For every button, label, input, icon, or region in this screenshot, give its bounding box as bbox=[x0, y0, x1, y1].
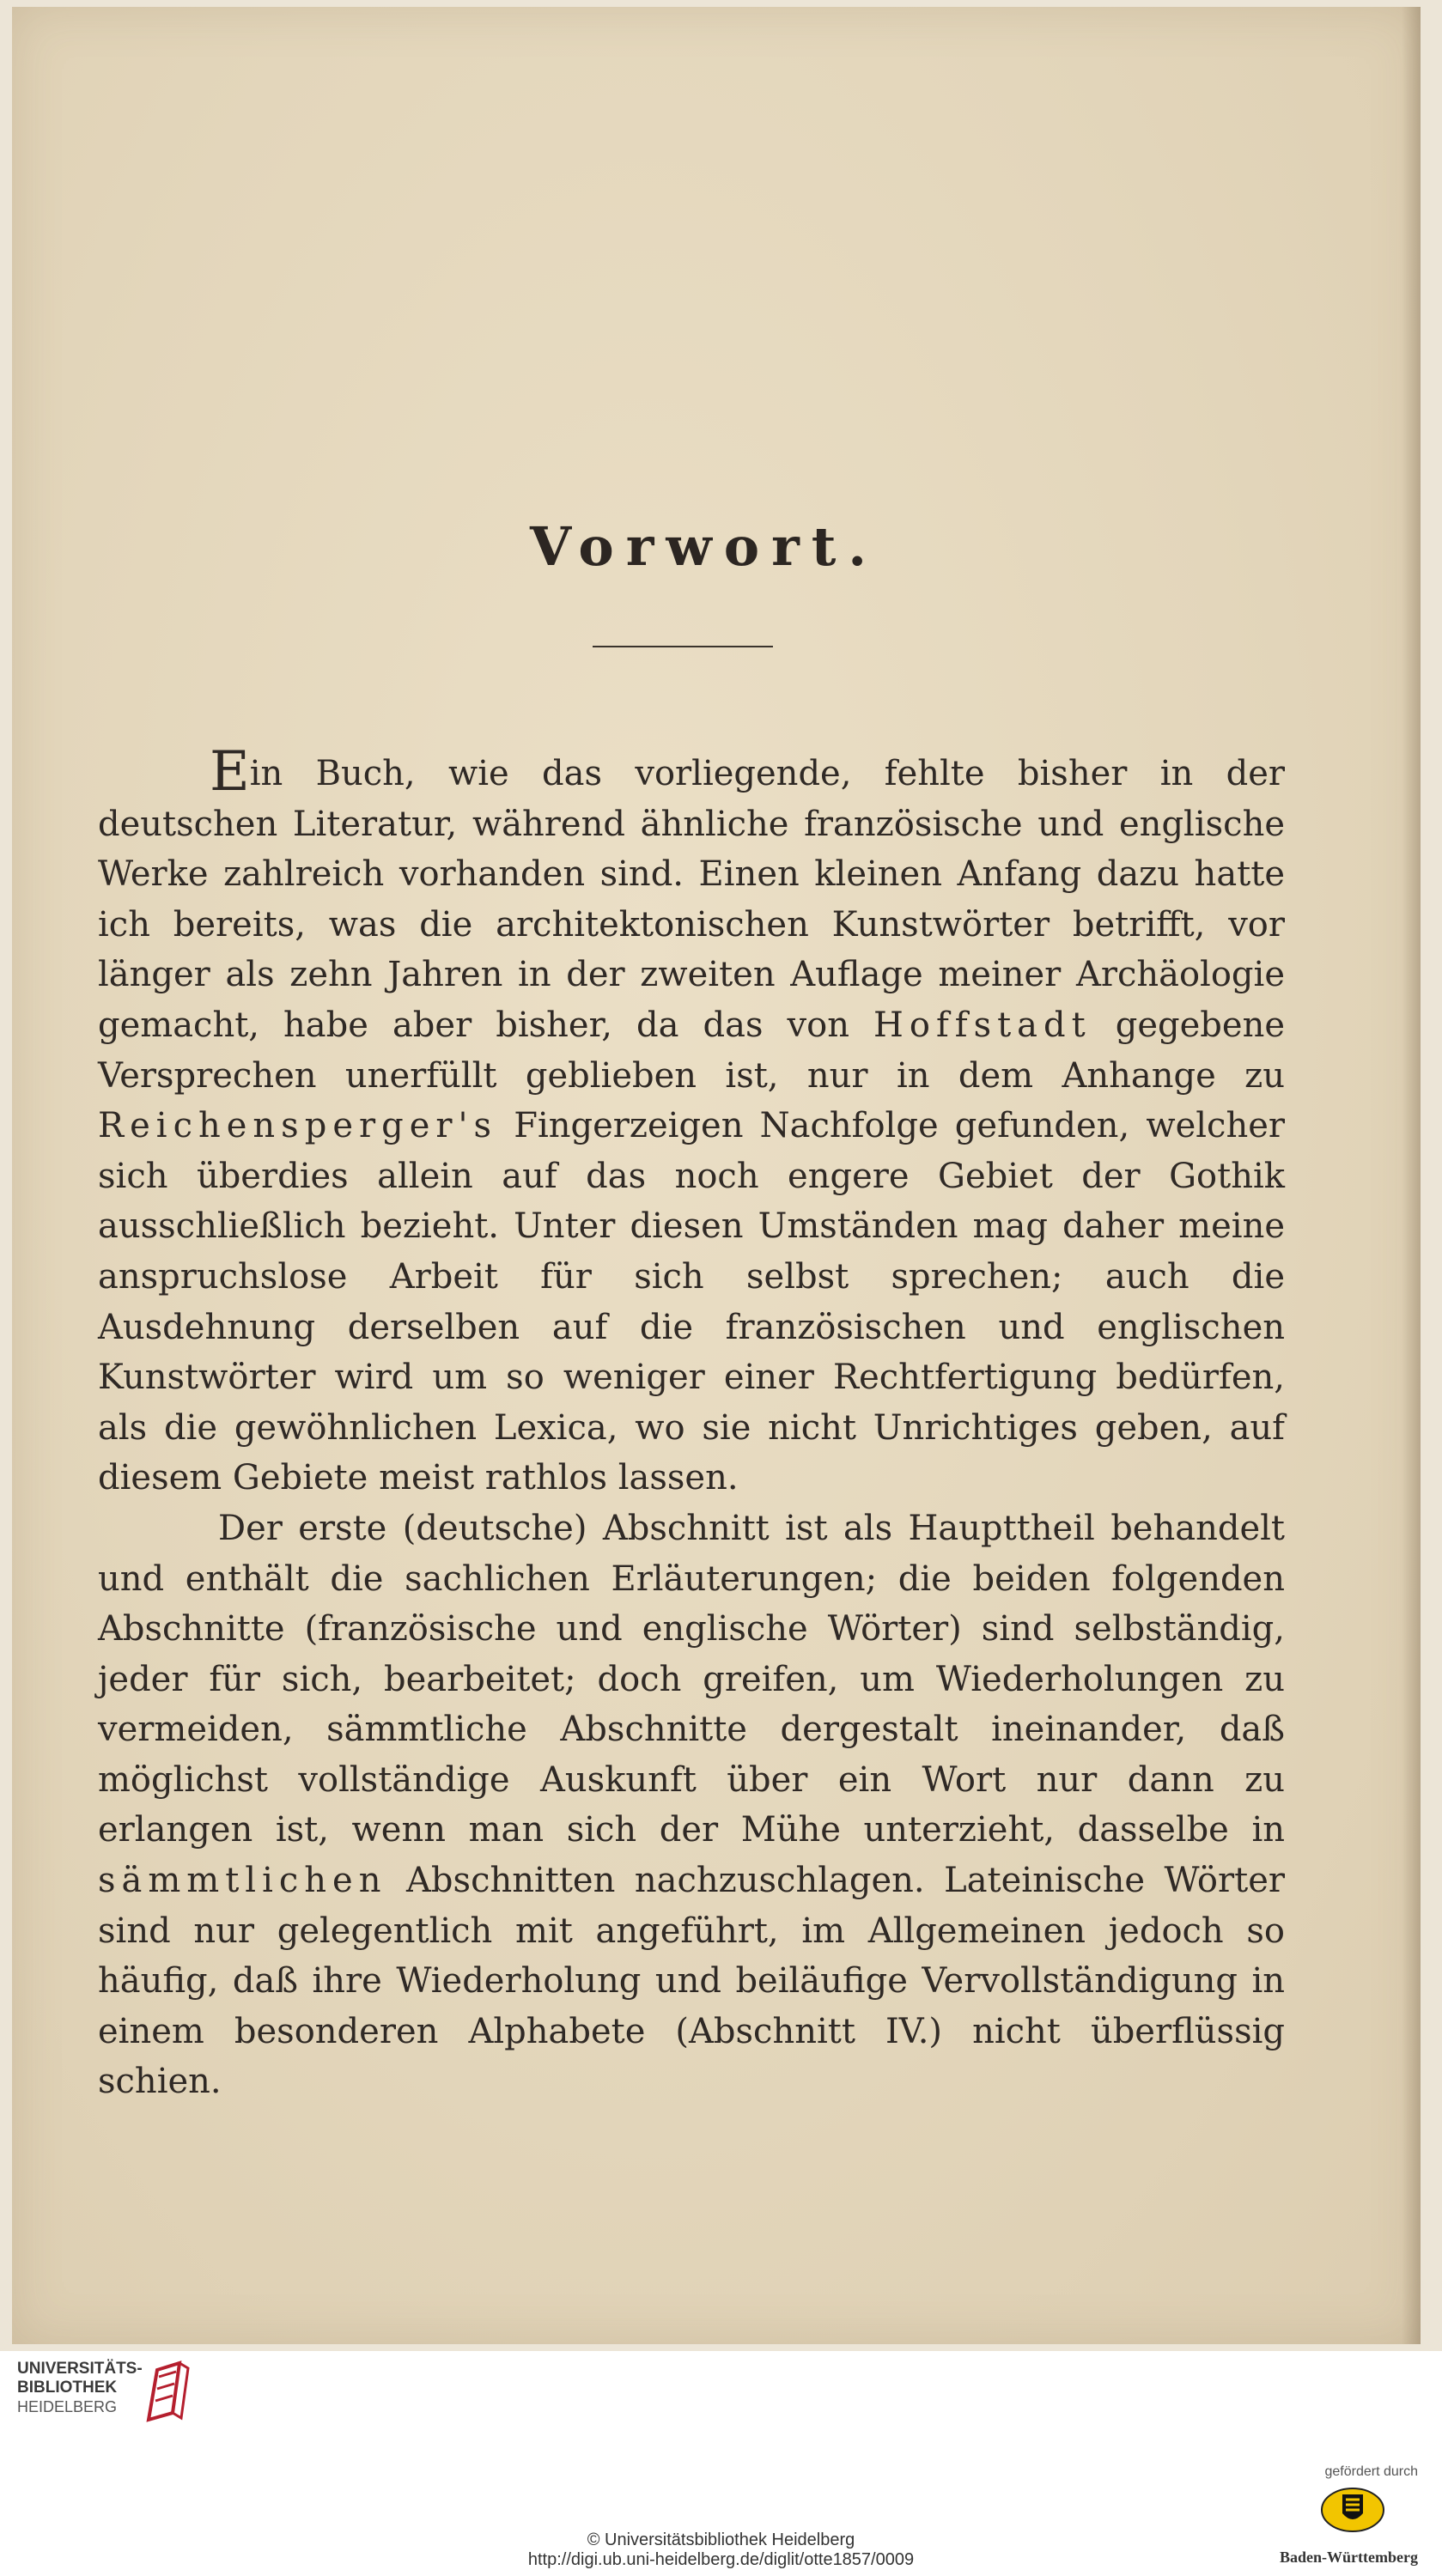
paragraph-2 bbox=[98, 1504, 1285, 2107]
sponsor-name: Baden-Württemberg bbox=[1280, 2549, 1418, 2566]
paragraph-1-text: in Buch, wie das vorliegende, fehlte bisher in der deutschen Literatur, während ähnliche französische und englische Werke zahlreich vorhanden sind. Einen kleinen Anfang dazu hatte ich bereits, was die architektonischen Kunstwörter betrifft, vor länger als zehn Jahren in der zweiten Auflage meiner Archäologie gemacht, habe aber bisher, da das von bbox=[98, 754, 1285, 1045]
library-line-2: BIBLIOTHEK bbox=[17, 2379, 118, 2397]
preface-text bbox=[98, 740, 1286, 2107]
initial-letter: E bbox=[210, 740, 250, 804]
author-name-hoffstadt: Hoffstadt bbox=[873, 1005, 1092, 1045]
copyright-text: © Universitätsbibliothek Heidelberg bbox=[587, 2530, 855, 2549]
author-name-reichensperger: Reichensperger's bbox=[98, 1106, 498, 1146]
baden-wuerttemberg-emblem-icon bbox=[1319, 2486, 1386, 2534]
page-title: Vorwort. bbox=[529, 515, 879, 578]
library-line-3: HEIDELBERG bbox=[17, 2398, 118, 2415]
paragraph-1-text-c: Fingerzeigen Nachfolge gefunden, welcher sich überdies allein auf das noch engere Gebiet der Gothik ausschließlich bezieht. Unter diesen Umständen mag daher meine anspruchslose Arbeit für sich selbst sprechen; auch die Ausdehnung derselben auf die französischen und englischen Kunstwörter wird um so weniger einer Rechtfertigung bedürfen, als die gewöhnlichen Lexica, wo sie nicht Unrichtiges geben, auf diesem Gebiete meist rathlos lassen. bbox=[98, 1106, 1285, 1498]
paragraph-2-text: Der erste (deutsche) Abschnitt ist als Haupttheil behandelt und enthält die sachlichen Erläuterungen; die beiden folgenden Abschnitte (französische und englische Wörter) sind selbständig, jeder für sich, bearbeitet; doch greifen, um Wiederholungen zu vermeiden, sämmtliche Abschnitte dergestalt ineinander, daß möglichst vollständige Auskunft über ein Wort nur dann zu erlangen ist, wenn man sich der Mühe unterzieht, dasselbe in bbox=[98, 1508, 1285, 1850]
paragraph-1 bbox=[98, 740, 1285, 1504]
sponsor-label: gefördert durch bbox=[1324, 2464, 1418, 2479]
paragraph-1-text-b: gegebene Versprechen unerfüllt geblieben ist, nur in dem Anhange zu bbox=[98, 1005, 1285, 1096]
permalink-url[interactable]: http://digi.ub.uni-heidelberg.de/diglit/otte1857/0009 bbox=[527, 2550, 915, 2569]
library-line-1: UNIVERSITÄTS- bbox=[17, 2360, 143, 2378]
paragraph-2-text-b: Abschnitten nachzuschlagen. Lateinische Wörter sind nur gelegentlich mit angeführt, im Allgemeinen jedoch so häufig, daß ihre Wiederholung und beiläufige Vervollständigung in einem besonderen Alphabete (Abschnitt IV.) nicht überflüssig schien. bbox=[98, 1861, 1286, 2102]
emphasized-word: sämmtlichen bbox=[98, 1861, 387, 1901]
title-divider bbox=[593, 646, 773, 647]
library-logo-icon bbox=[142, 2351, 193, 2437]
page-edge-shadow bbox=[1402, 7, 1421, 2344]
library-logo-text bbox=[17, 2360, 143, 2416]
